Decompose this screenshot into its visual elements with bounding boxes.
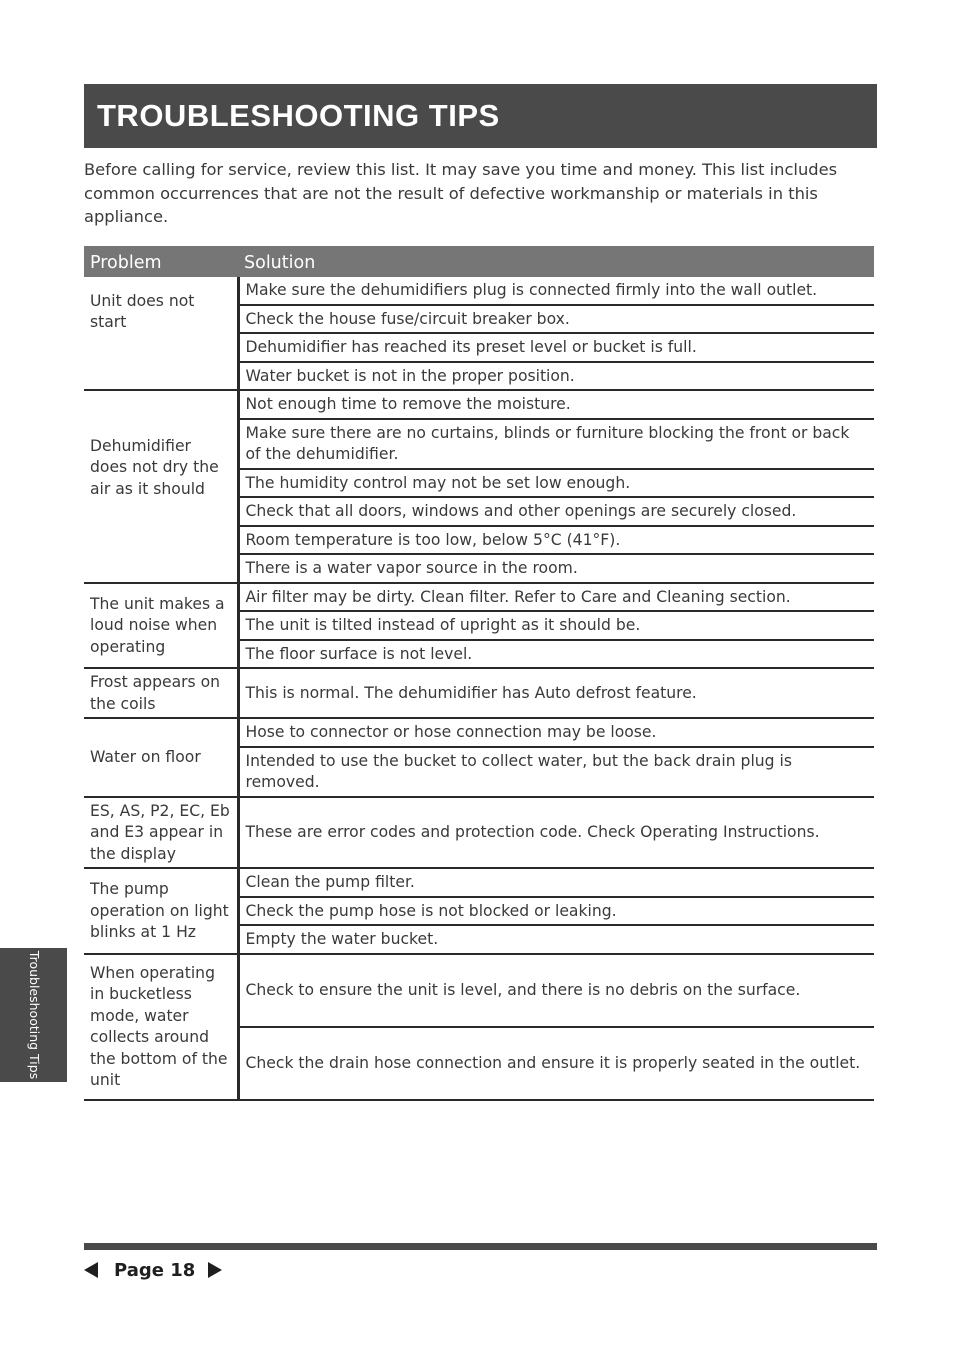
- side-tab-label: Troubleshooting Tips: [26, 950, 42, 1080]
- solution-cell: The unit is tilted instead of upright as it should be.: [238, 611, 874, 640]
- problem-cell: Water on floor: [84, 718, 238, 797]
- table-row: [84, 583, 874, 612]
- solution-cell: The floor surface is not level.: [238, 640, 874, 669]
- solution-cell: Intended to use the bucket to collect water, but the back drain plug is removed.: [238, 747, 874, 797]
- problem-cell: ES, AS, P2, EC, Eb and E3 appear in the display: [84, 797, 238, 869]
- problem-cell: The unit makes a loud noise when operating: [84, 583, 238, 669]
- table-row: [84, 718, 874, 747]
- table-row: [84, 868, 874, 897]
- problem-cell: Dehumidifier does not dry the air as it should: [84, 390, 238, 583]
- solution-cell: There is a water vapor source in the room.: [238, 554, 874, 583]
- solution-cell: Hose to connector or hose connection may be loose.: [238, 718, 874, 747]
- solution-cell: Make sure there are no curtains, blinds or furniture blocking the front or back of the dehumidifier.: [238, 419, 874, 469]
- table-row: [84, 797, 874, 869]
- solution-cell: Dehumidifier has reached its preset level or bucket is full.: [238, 333, 874, 362]
- troubleshooting-table: [84, 246, 874, 1101]
- solution-cell: Empty the water bucket.: [238, 925, 874, 954]
- intro-paragraph: Before calling for service, review this list. It may save you time and money. This list includes common occurrences that are not the result of defective workmanship or materials in this appliance.: [84, 160, 838, 226]
- solution-cell: These are error codes and protection code. Check Operating Instructions.: [238, 797, 874, 869]
- solution-cell: Air filter may be dirty. Clean filter. Refer to Care and Cleaning section.: [238, 583, 874, 612]
- table-row: [84, 277, 874, 305]
- page-title: TROUBLESHOOTING TIPS: [84, 84, 877, 148]
- table-row: [84, 668, 874, 718]
- solution-cell: Room temperature is too low, below 5°C (41°F).: [238, 526, 874, 555]
- solution-cell: Make sure the dehumidifiers plug is connected firmly into the wall outlet.: [238, 277, 874, 305]
- solution-cell: The humidity control may not be set low enough.: [238, 469, 874, 498]
- table-header-row: [84, 246, 874, 277]
- solution-cell: Check the pump hose is not blocked or leaking.: [238, 897, 874, 926]
- page-navigation: [84, 1257, 222, 1283]
- problem-cell: When operating in bucketless mode, water collects around the bottom of the unit: [84, 954, 238, 1100]
- page-number: Page 18: [114, 1259, 196, 1281]
- previous-page-arrow-icon[interactable]: [84, 1262, 98, 1278]
- problem-cell: Frost appears on the coils: [84, 668, 238, 718]
- solution-cell: Check that all doors, windows and other openings are securely closed.: [238, 497, 874, 526]
- table-row: [84, 390, 874, 419]
- solution-cell: Water bucket is not in the proper position.: [238, 362, 874, 391]
- problem-column-header: Problem: [84, 246, 238, 277]
- table-row: [84, 954, 874, 1027]
- section-side-tab: [0, 948, 67, 1082]
- solution-cell: Check to ensure the unit is level, and there is no debris on the surface.: [238, 954, 874, 1027]
- problem-cell: The pump operation on light blinks at 1 Hz: [84, 868, 238, 954]
- solution-cell: This is normal. The dehumidifier has Auto defrost feature.: [238, 668, 874, 718]
- solution-cell: Check the drain hose connection and ensure it is properly seated in the outlet.: [238, 1027, 874, 1100]
- solution-cell: Clean the pump filter.: [238, 868, 874, 897]
- solution-column-header: Solution: [238, 246, 874, 277]
- solution-cell: Check the house fuse/circuit breaker box.: [238, 305, 874, 334]
- problem-cell: Unit does not start: [84, 277, 238, 390]
- solution-cell: Not enough time to remove the moisture.: [238, 390, 874, 419]
- next-page-arrow-icon[interactable]: [208, 1262, 222, 1278]
- footer-divider: [84, 1243, 877, 1250]
